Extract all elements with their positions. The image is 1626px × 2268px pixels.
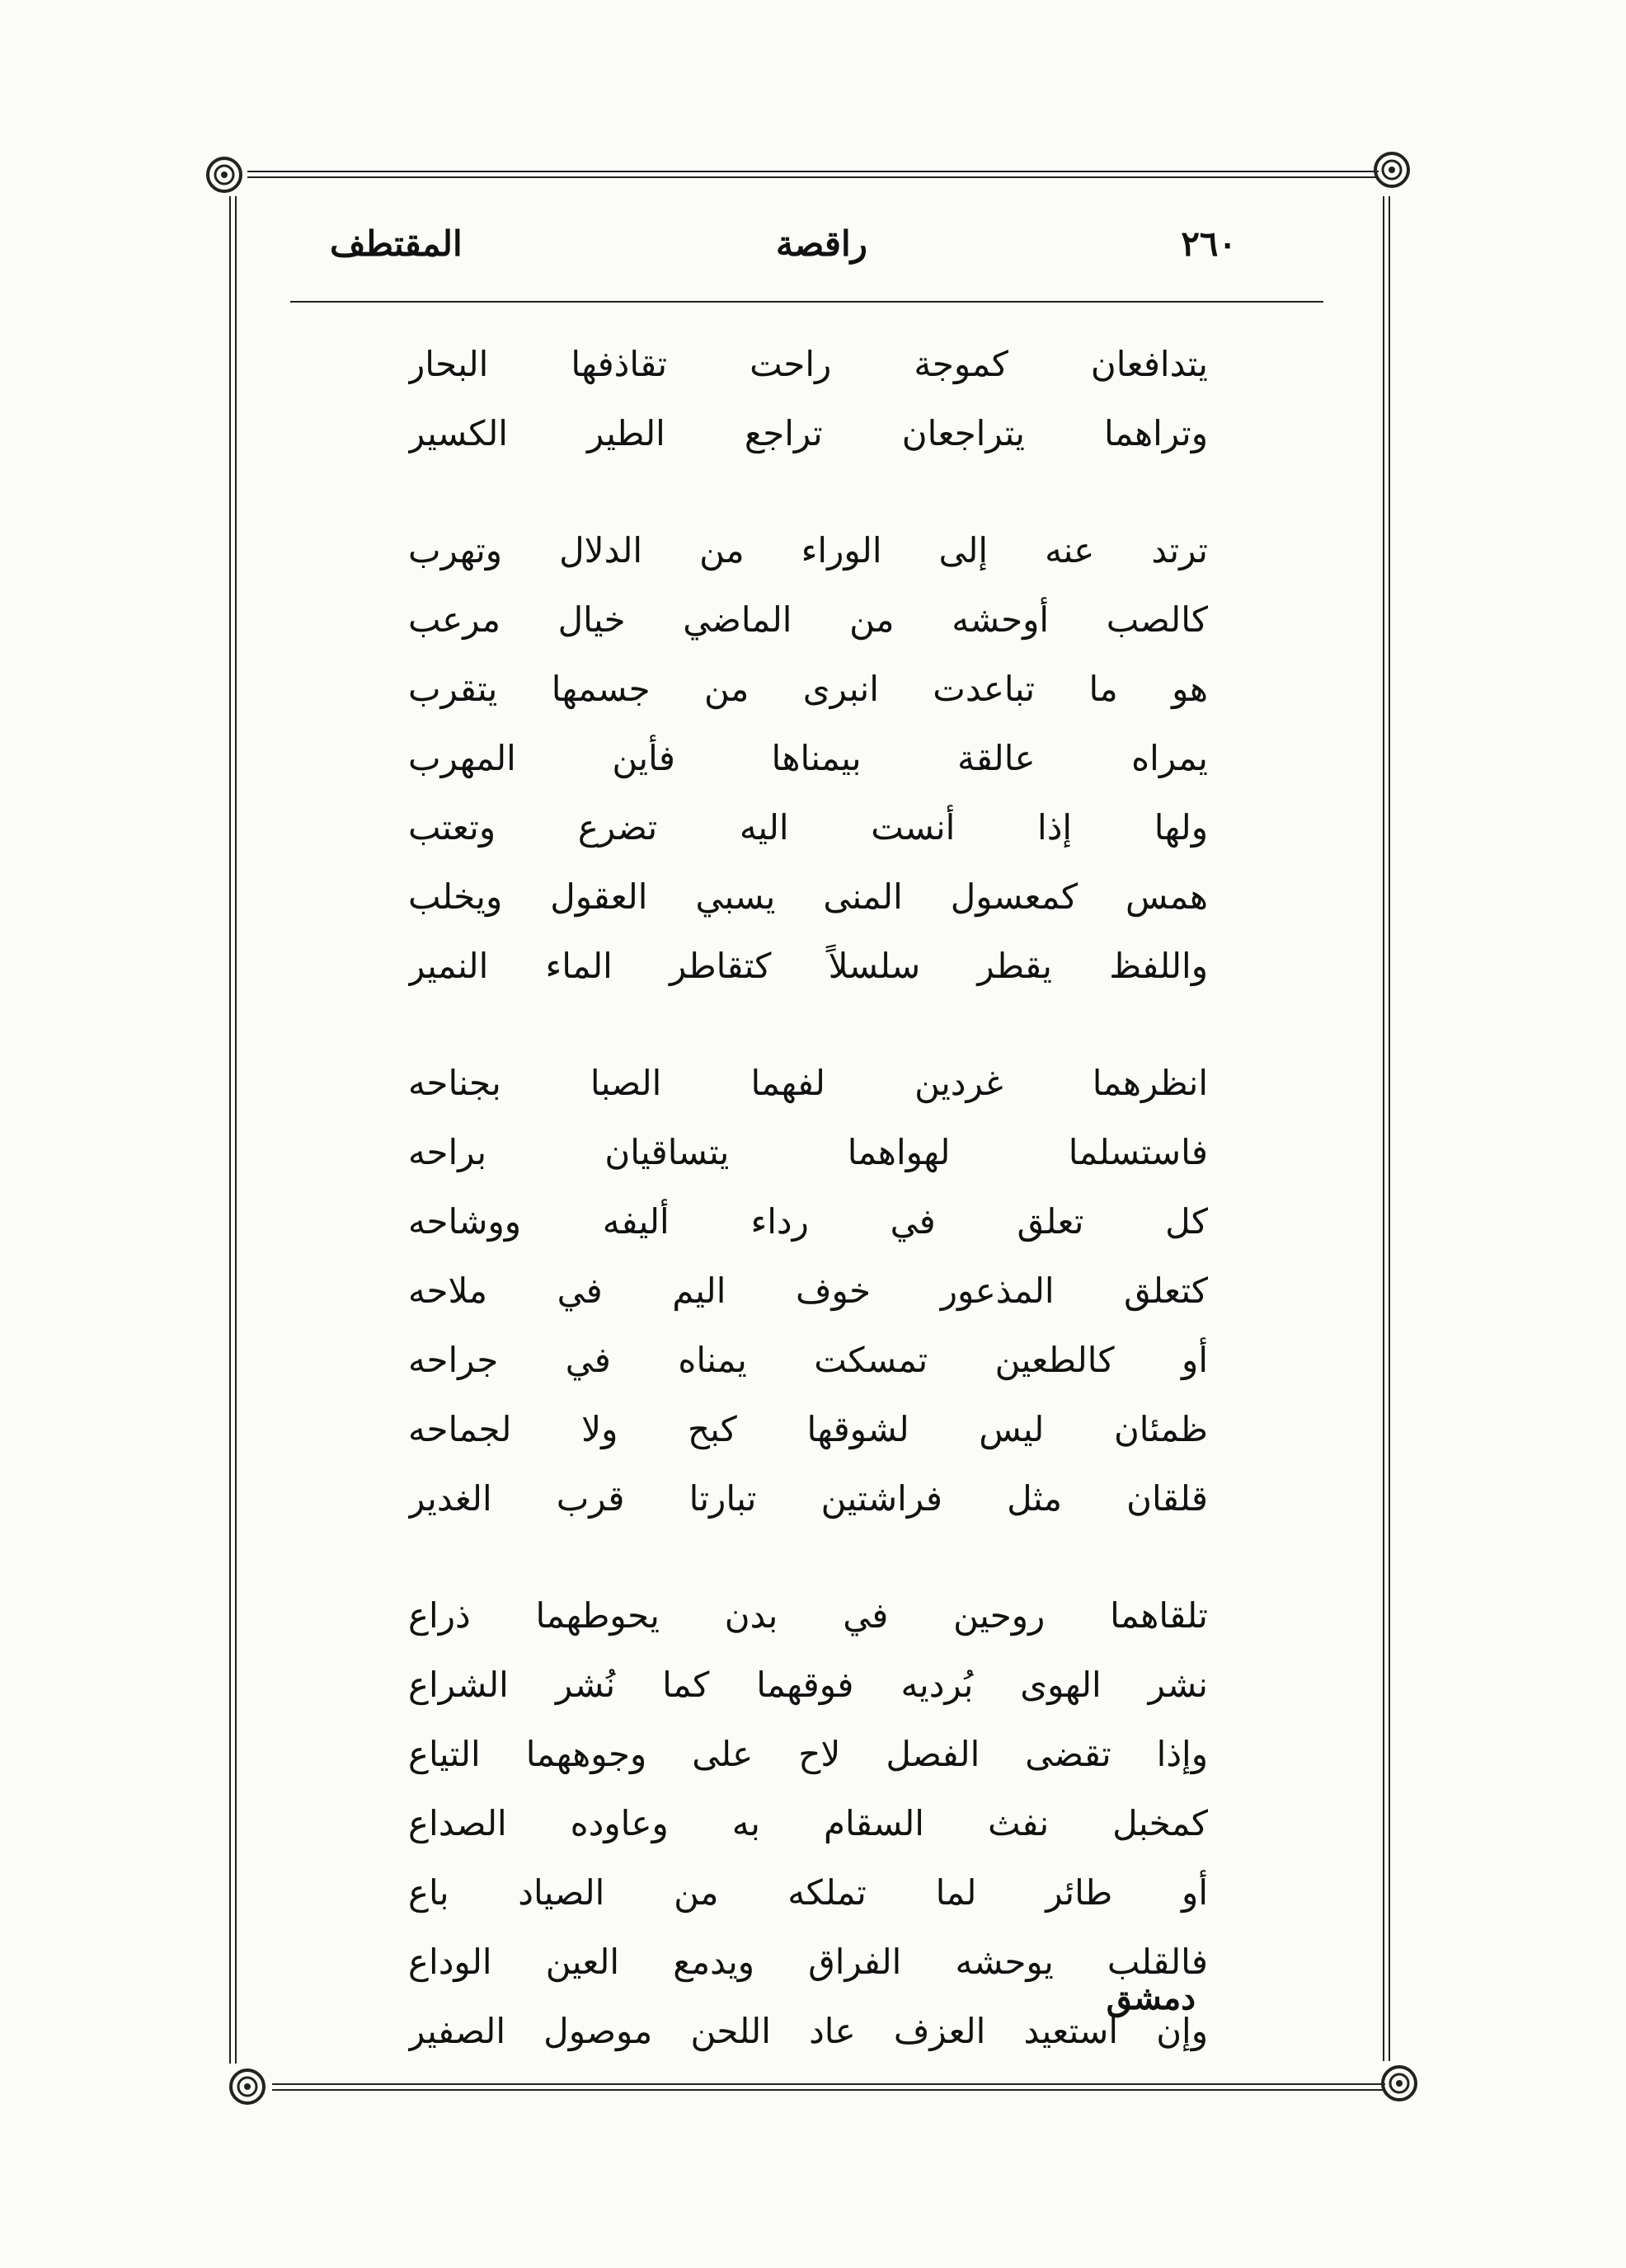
verse-line: همس كمعسول المنى يسبي العقول ويخلب <box>408 876 1208 917</box>
verse-line: قلقان مثل فراشتين تبارتا قرب الغدير <box>408 1478 1208 1519</box>
verse-line: كالصب أوحشه من الماضي خيال مرعب <box>408 599 1208 640</box>
rosette-ornament-icon <box>1379 2064 1419 2103</box>
verse-line: فالقلب يوحشه الفراق ويدمع العين الوداع <box>408 1942 1208 1982</box>
journal-name: المقتطف <box>330 223 463 264</box>
poem-body <box>408 330 1208 2066</box>
verse-line: نشر الهوى بُرديه فوقهما كما نُشر الشراع <box>408 1665 1208 1705</box>
rosette-ornament-icon <box>204 155 244 195</box>
frame-top-rule <box>247 171 1379 178</box>
page-number: ٢٦٠ <box>1181 223 1237 264</box>
verse-line: انظرهما غردين لفهما الصبا بجناحه <box>408 1063 1208 1103</box>
frame-left-rule <box>229 196 237 2064</box>
stanza <box>408 1049 1208 1533</box>
stanza <box>408 516 1208 1001</box>
verse-line: واللفظ يقطر سلسلاً كتقاطر الماء النمير <box>408 946 1208 986</box>
verse-line: أو طائر لما تملكه من الصياد باع <box>408 1872 1208 1913</box>
verse-line: يتدافعان كموجة راحت تقاذفها البحار <box>408 344 1208 384</box>
verse-line: هو ما تباعدت انبرى من جسمها يتقرب <box>408 669 1208 709</box>
verse-line: ترتد عنه إلى الوراء من الدلال وتهرب <box>408 530 1208 571</box>
verse-line: كتعلق المذعور خوف اليم في ملاحه <box>408 1270 1208 1311</box>
stanza <box>408 330 1208 468</box>
article-title: راقصة <box>775 223 867 264</box>
verse-line: وإن استعيد العزف عاد اللحن موصول الصفير <box>408 2011 1208 2051</box>
verse-line: يمراه عالقة بيمناها فأين المهرب <box>408 738 1208 778</box>
rosette-ornament-icon <box>1372 150 1412 190</box>
header-divider <box>290 301 1323 303</box>
frame-bottom-rule <box>272 2083 1385 2091</box>
rosette-ornament-icon <box>228 2067 267 2106</box>
frame-right-rule <box>1383 196 1390 2061</box>
verse-line: ولها إذا أنست اليه تضرع وتعتب <box>408 807 1208 848</box>
verse-line: فاستسلما لهواهما يتساقيان براحه <box>408 1132 1208 1172</box>
verse-line: وإذا تقضى الفصل لاح على وجوههما التياع <box>408 1734 1208 1774</box>
verse-line: أو كالطعين تمسكت يمناه في جراحه <box>408 1340 1208 1380</box>
author-location: دمشق <box>1106 1979 1196 2017</box>
verse-line: ظمئان ليس لشوقها كبح ولا لجماحه <box>408 1409 1208 1449</box>
verse-line: كمخبل نفث السقام به وعاوده الصداع <box>408 1803 1208 1843</box>
verse-line: كل تعلق في رداء أليفه ووشاحه <box>408 1201 1208 1242</box>
running-head <box>330 210 1237 276</box>
verse-line: وتراهما يتراجعان تراجع الطير الكسير <box>408 413 1208 453</box>
verse-line: تلقاهما روحين في بدن يحوطهما ذراع <box>408 1595 1208 1636</box>
